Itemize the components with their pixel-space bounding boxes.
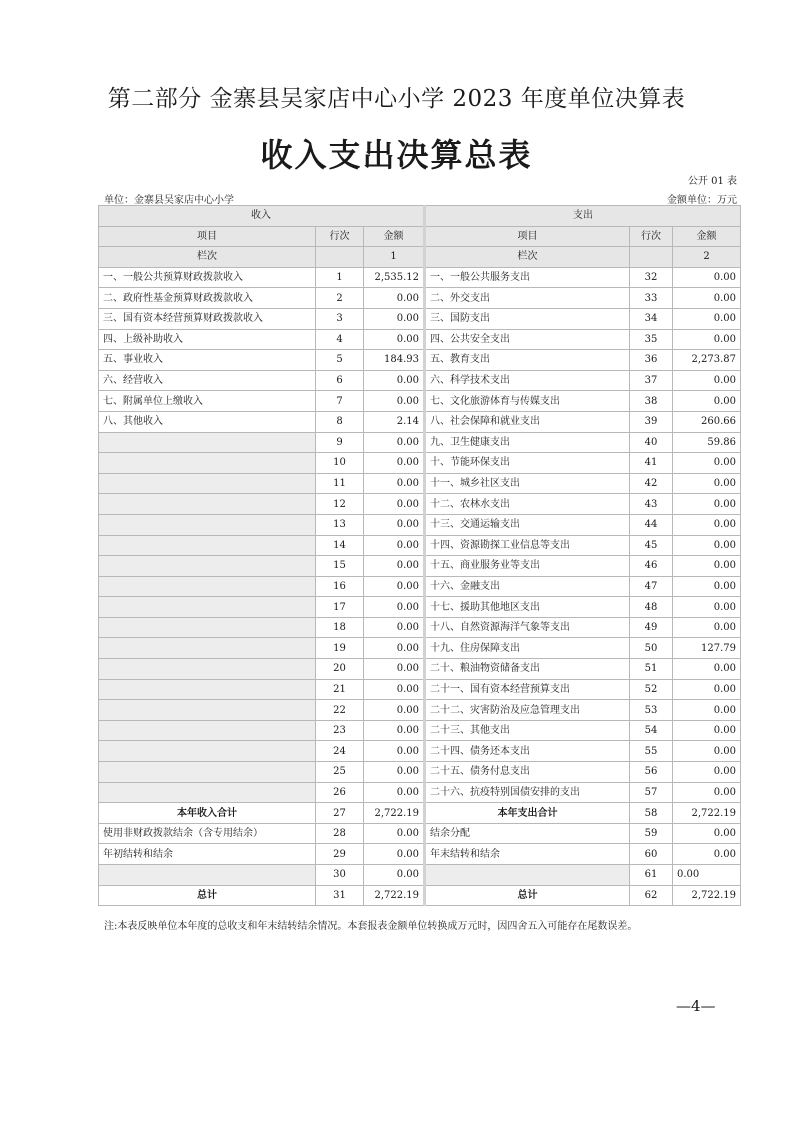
table-row <box>99 308 741 329</box>
expense-amount-cell: 0.00 <box>673 844 741 865</box>
income-line-cell: 20 <box>316 659 364 680</box>
table-row <box>99 617 741 638</box>
expense-amount-cell: 0.00 <box>673 762 741 783</box>
expense-line-cell: 61 <box>630 865 673 886</box>
income-item-cell <box>99 659 316 680</box>
expense-amount-cell: 0.00 <box>673 453 741 474</box>
income-line-header: 行次 <box>316 226 364 247</box>
income-item-cell: 六、经营收入 <box>99 370 316 391</box>
expense-amount-cell: 2,722.19 <box>673 803 741 824</box>
income-amount-cell: 0.00 <box>364 597 425 618</box>
income-amount-cell: 0.00 <box>364 473 425 494</box>
income-line-cell: 2 <box>316 288 364 309</box>
expense-item-cell: 四、公共安全支出 <box>425 329 630 350</box>
expense-lanci-number: 2 <box>673 247 741 268</box>
income-item-cell: 七、附属单位上缴收入 <box>99 391 316 412</box>
expense-item-cell: 本年支出合计 <box>425 803 630 824</box>
reporting-unit: 单位：金寨县吴家店中心小学 <box>104 195 234 206</box>
income-amount-cell: 0.00 <box>364 782 425 803</box>
income-item-cell <box>99 638 316 659</box>
income-line-cell: 19 <box>316 638 364 659</box>
income-line-cell: 21 <box>316 679 364 700</box>
table-row <box>99 494 741 515</box>
expense-line-cell: 49 <box>630 617 673 638</box>
table-row <box>99 803 741 824</box>
form-number: 公开 01 表 <box>687 176 737 187</box>
expense-item-cell: 二十、粮油物资储备支出 <box>425 659 630 680</box>
expense-amount-cell: 0.00 <box>673 370 741 391</box>
income-amount-cell: 2,722.19 <box>364 885 425 906</box>
income-line-cell: 15 <box>316 556 364 577</box>
expense-item-cell: 十、节能环保支出 <box>425 453 630 474</box>
expense-item-cell: 年末结转和结余 <box>425 844 630 865</box>
income-amount-header: 金额 <box>364 226 425 247</box>
expense-line-cell: 48 <box>630 597 673 618</box>
income-amount-cell: 0.00 <box>364 720 425 741</box>
income-amount-cell: 0.00 <box>364 535 425 556</box>
income-line-cell: 10 <box>316 453 364 474</box>
income-amount-cell: 0.00 <box>364 844 425 865</box>
income-amount-cell: 184.93 <box>364 350 425 371</box>
table-row <box>99 885 741 906</box>
income-expense-table <box>98 205 741 906</box>
expense-item-cell: 二十五、债务付息支出 <box>425 762 630 783</box>
table-row <box>99 432 741 453</box>
expense-item-cell: 五、教育支出 <box>425 350 630 371</box>
expense-item-cell: 十三、交通运输支出 <box>425 514 630 535</box>
income-line-cell: 1 <box>316 267 364 288</box>
income-amount-cell: 0.00 <box>364 762 425 783</box>
expense-amount-cell: 0.00 <box>673 514 741 535</box>
expense-line-cell: 56 <box>630 762 673 783</box>
income-amount-cell: 0.00 <box>364 823 425 844</box>
expense-line-cell: 36 <box>630 350 673 371</box>
income-amount-cell: 0.00 <box>364 659 425 680</box>
table-row <box>99 350 741 371</box>
table-row <box>99 679 741 700</box>
expense-amount-cell: 0.00 <box>673 329 741 350</box>
table-row <box>99 741 741 762</box>
income-item-cell <box>99 473 316 494</box>
income-amount-cell: 0.00 <box>364 556 425 577</box>
income-amount-cell: 0.00 <box>364 514 425 535</box>
income-item-cell <box>99 617 316 638</box>
income-line-cell: 23 <box>316 720 364 741</box>
income-line-cell: 3 <box>316 308 364 329</box>
income-amount-cell: 0.00 <box>364 329 425 350</box>
income-line-cell: 12 <box>316 494 364 515</box>
expense-item-cell: 十五、商业服务业等支出 <box>425 556 630 577</box>
table-lanci-row <box>99 247 741 268</box>
income-line-cell: 26 <box>316 782 364 803</box>
income-item-cell: 五、事业收入 <box>99 350 316 371</box>
income-item-cell <box>99 514 316 535</box>
expense-line-cell: 37 <box>630 370 673 391</box>
income-item-cell <box>99 720 316 741</box>
expense-amount-cell: 0.00 <box>673 473 741 494</box>
income-line-cell: 30 <box>316 865 364 886</box>
expense-amount-cell: 0.00 <box>673 288 741 309</box>
income-amount-cell: 0.00 <box>364 453 425 474</box>
table-row <box>99 720 741 741</box>
income-amount-cell: 2.14 <box>364 411 425 432</box>
table-section-header-row <box>99 206 741 227</box>
expense-amount-cell: 0.00 <box>673 720 741 741</box>
table-row <box>99 762 741 783</box>
expense-amount-header: 金额 <box>673 226 741 247</box>
income-item-cell: 三、国有资本经营预算财政拨款收入 <box>99 308 316 329</box>
table-row <box>99 576 741 597</box>
expense-item-cell: 三、国防支出 <box>425 308 630 329</box>
expense-line-cell: 47 <box>630 576 673 597</box>
income-item-cell <box>99 762 316 783</box>
table-column-header-row <box>99 226 741 247</box>
income-item-cell <box>99 679 316 700</box>
income-item-cell <box>99 494 316 515</box>
expense-amount-cell: 0.00 <box>673 865 741 886</box>
expense-amount-cell: 0.00 <box>673 782 741 803</box>
expense-amount-cell: 0.00 <box>673 741 741 762</box>
expense-line-cell: 39 <box>630 411 673 432</box>
expense-line-cell: 42 <box>630 473 673 494</box>
income-section-header: 收入 <box>99 206 425 227</box>
income-amount-cell: 0.00 <box>364 288 425 309</box>
income-line-cell: 5 <box>316 350 364 371</box>
table-row <box>99 288 741 309</box>
amount-unit: 金额单位：万元 <box>667 195 737 206</box>
income-amount-cell: 0.00 <box>364 391 425 412</box>
expense-amount-cell: 2,273.87 <box>673 350 741 371</box>
expense-item-cell: 二十四、债务还本支出 <box>425 741 630 762</box>
expense-line-cell: 53 <box>630 700 673 721</box>
expense-item-cell: 十四、资源勘探工业信息等支出 <box>425 535 630 556</box>
expense-item-cell: 二十六、抗疫特别国债安排的支出 <box>425 782 630 803</box>
income-amount-cell: 0.00 <box>364 617 425 638</box>
expense-line-cell: 57 <box>630 782 673 803</box>
income-line-cell: 4 <box>316 329 364 350</box>
expense-line-cell: 38 <box>630 391 673 412</box>
expense-item-cell: 十七、援助其他地区支出 <box>425 597 630 618</box>
income-item-cell <box>99 535 316 556</box>
expense-item-header: 项目 <box>425 226 630 247</box>
income-amount-cell: 0.00 <box>364 432 425 453</box>
table-row <box>99 514 741 535</box>
table-row <box>99 782 741 803</box>
expense-line-cell: 34 <box>630 308 673 329</box>
income-amount-cell: 0.00 <box>364 638 425 659</box>
income-item-cell <box>99 782 316 803</box>
table-row <box>99 700 741 721</box>
income-line-cell: 22 <box>316 700 364 721</box>
expense-amount-cell: 0.00 <box>673 700 741 721</box>
table-row <box>99 370 741 391</box>
expense-line-cell: 32 <box>630 267 673 288</box>
expense-amount-cell: 0.00 <box>673 494 741 515</box>
part-title: 第二部分 金寨县吴家店中心小学 2023 年度单位决算表 <box>107 86 686 112</box>
table-row <box>99 597 741 618</box>
expense-line-cell: 51 <box>630 659 673 680</box>
income-amount-cell: 2,535.12 <box>364 267 425 288</box>
expense-item-cell: 十一、城乡社区支出 <box>425 473 630 494</box>
income-item-cell <box>99 432 316 453</box>
expense-item-cell: 六、科学技术支出 <box>425 370 630 391</box>
expense-item-cell: 二十二、灾害防治及应急管理支出 <box>425 700 630 721</box>
expense-line-cell: 44 <box>630 514 673 535</box>
expense-item-cell: 结余分配 <box>425 823 630 844</box>
expense-line-header: 行次 <box>630 226 673 247</box>
income-line-cell: 13 <box>316 514 364 535</box>
income-item-cell: 一、一般公共预算财政拨款收入 <box>99 267 316 288</box>
income-line-cell: 27 <box>316 803 364 824</box>
expense-item-cell: 二十三、其他支出 <box>425 720 630 741</box>
income-item-cell <box>99 700 316 721</box>
income-line-cell: 16 <box>316 576 364 597</box>
income-amount-cell: 0.00 <box>364 308 425 329</box>
income-item-cell: 使用非财政拨款结余（含专用结余） <box>99 823 316 844</box>
income-line-cell: 29 <box>316 844 364 865</box>
expense-line-cell: 35 <box>630 329 673 350</box>
income-line-cell: 9 <box>316 432 364 453</box>
expense-line-cell: 55 <box>630 741 673 762</box>
expense-amount-cell: 0.00 <box>673 597 741 618</box>
table-footnote: 注:本表反映单位本年度的总收支和年末结转结余情况。本套报表金额单位转换成万元时，因四舍五入可能存在尾数误差。 <box>104 921 638 932</box>
expense-amount-cell: 0.00 <box>673 576 741 597</box>
expense-item-cell: 十九、住房保障支出 <box>425 638 630 659</box>
income-item-cell <box>99 597 316 618</box>
expense-lanci-label: 栏次 <box>425 247 630 268</box>
table-row <box>99 659 741 680</box>
income-item-cell <box>99 741 316 762</box>
expense-amount-cell: 0.00 <box>673 659 741 680</box>
table-row <box>99 556 741 577</box>
income-amount-cell: 0.00 <box>364 679 425 700</box>
expense-line-cell: 50 <box>630 638 673 659</box>
page-title: 收入支出决算总表 <box>260 136 533 174</box>
income-item-cell: 年初结转和结余 <box>99 844 316 865</box>
table-row <box>99 865 741 886</box>
expense-item-cell: 八、社会保障和就业支出 <box>425 411 630 432</box>
expense-line-cell: 33 <box>630 288 673 309</box>
expense-item-cell: 总计 <box>425 885 630 906</box>
income-line-cell: 7 <box>316 391 364 412</box>
income-amount-cell: 0.00 <box>364 370 425 391</box>
expense-line-cell: 45 <box>630 535 673 556</box>
expense-amount-cell: 0.00 <box>673 617 741 638</box>
income-line-cell: 8 <box>316 411 364 432</box>
expense-amount-cell: 0.00 <box>673 556 741 577</box>
expense-line-cell: 40 <box>630 432 673 453</box>
income-line-cell: 17 <box>316 597 364 618</box>
expense-line-cell: 60 <box>630 844 673 865</box>
income-item-cell <box>99 865 316 886</box>
income-line-cell: 28 <box>316 823 364 844</box>
expense-line-cell: 46 <box>630 556 673 577</box>
expense-lanci-blank <box>630 247 673 268</box>
expense-item-cell: 七、文化旅游体育与传媒支出 <box>425 391 630 412</box>
expense-line-cell: 52 <box>630 679 673 700</box>
expense-line-cell: 54 <box>630 720 673 741</box>
expense-amount-cell: 0.00 <box>673 823 741 844</box>
expense-item-cell: 十二、农林水支出 <box>425 494 630 515</box>
income-line-cell: 6 <box>316 370 364 391</box>
table-row <box>99 638 741 659</box>
expense-item-cell: 一、一般公共服务支出 <box>425 267 630 288</box>
income-item-cell: 八、其他收入 <box>99 411 316 432</box>
income-lanci-label: 栏次 <box>99 247 316 268</box>
expense-section-header: 支出 <box>425 206 741 227</box>
income-item-cell <box>99 453 316 474</box>
table-row <box>99 329 741 350</box>
expense-amount-cell: 0.00 <box>673 391 741 412</box>
income-line-cell: 11 <box>316 473 364 494</box>
expense-line-cell: 59 <box>630 823 673 844</box>
income-amount-cell: 0.00 <box>364 576 425 597</box>
income-line-cell: 24 <box>316 741 364 762</box>
table-row <box>99 391 741 412</box>
income-amount-cell: 0.00 <box>364 494 425 515</box>
expense-line-cell: 58 <box>630 803 673 824</box>
expense-item-cell: 二十一、国有资本经营预算支出 <box>425 679 630 700</box>
table-row <box>99 473 741 494</box>
expense-amount-cell: 260.66 <box>673 411 741 432</box>
table-row <box>99 823 741 844</box>
expense-item-cell: 十八、自然资源海洋气象等支出 <box>425 617 630 638</box>
table-row <box>99 453 741 474</box>
income-item-cell: 四、上级补助收入 <box>99 329 316 350</box>
income-item-cell <box>99 576 316 597</box>
income-item-header: 项目 <box>99 226 316 247</box>
expense-line-cell: 62 <box>630 885 673 906</box>
table-row <box>99 535 741 556</box>
table-row <box>99 411 741 432</box>
income-line-cell: 31 <box>316 885 364 906</box>
income-item-cell: 本年收入合计 <box>99 803 316 824</box>
income-line-cell: 14 <box>316 535 364 556</box>
expense-amount-cell: 59.86 <box>673 432 741 453</box>
expense-amount-cell: 0.00 <box>673 308 741 329</box>
income-amount-cell: 0.00 <box>364 865 425 886</box>
income-amount-cell: 0.00 <box>364 700 425 721</box>
income-item-cell <box>99 556 316 577</box>
income-item-cell: 总计 <box>99 885 316 906</box>
expense-line-cell: 41 <box>630 453 673 474</box>
expense-amount-cell: 0.00 <box>673 535 741 556</box>
income-item-cell: 二、政府性基金预算财政拨款收入 <box>99 288 316 309</box>
expense-amount-cell: 0.00 <box>673 267 741 288</box>
income-lanci-number: 1 <box>364 247 425 268</box>
page-number: —4— <box>676 997 716 1015</box>
expense-item-cell: 九、卫生健康支出 <box>425 432 630 453</box>
income-lanci-blank <box>316 247 364 268</box>
expense-line-cell: 43 <box>630 494 673 515</box>
income-amount-cell: 0.00 <box>364 741 425 762</box>
table-row <box>99 267 741 288</box>
income-line-cell: 18 <box>316 617 364 638</box>
expense-item-cell <box>425 865 630 886</box>
table-row <box>99 844 741 865</box>
expense-item-cell: 二、外交支出 <box>425 288 630 309</box>
expense-item-cell: 十六、金融支出 <box>425 576 630 597</box>
income-line-cell: 25 <box>316 762 364 783</box>
income-amount-cell: 2,722.19 <box>364 803 425 824</box>
expense-amount-cell: 2,722.19 <box>673 885 741 906</box>
expense-amount-cell: 127.79 <box>673 638 741 659</box>
expense-amount-cell: 0.00 <box>673 679 741 700</box>
